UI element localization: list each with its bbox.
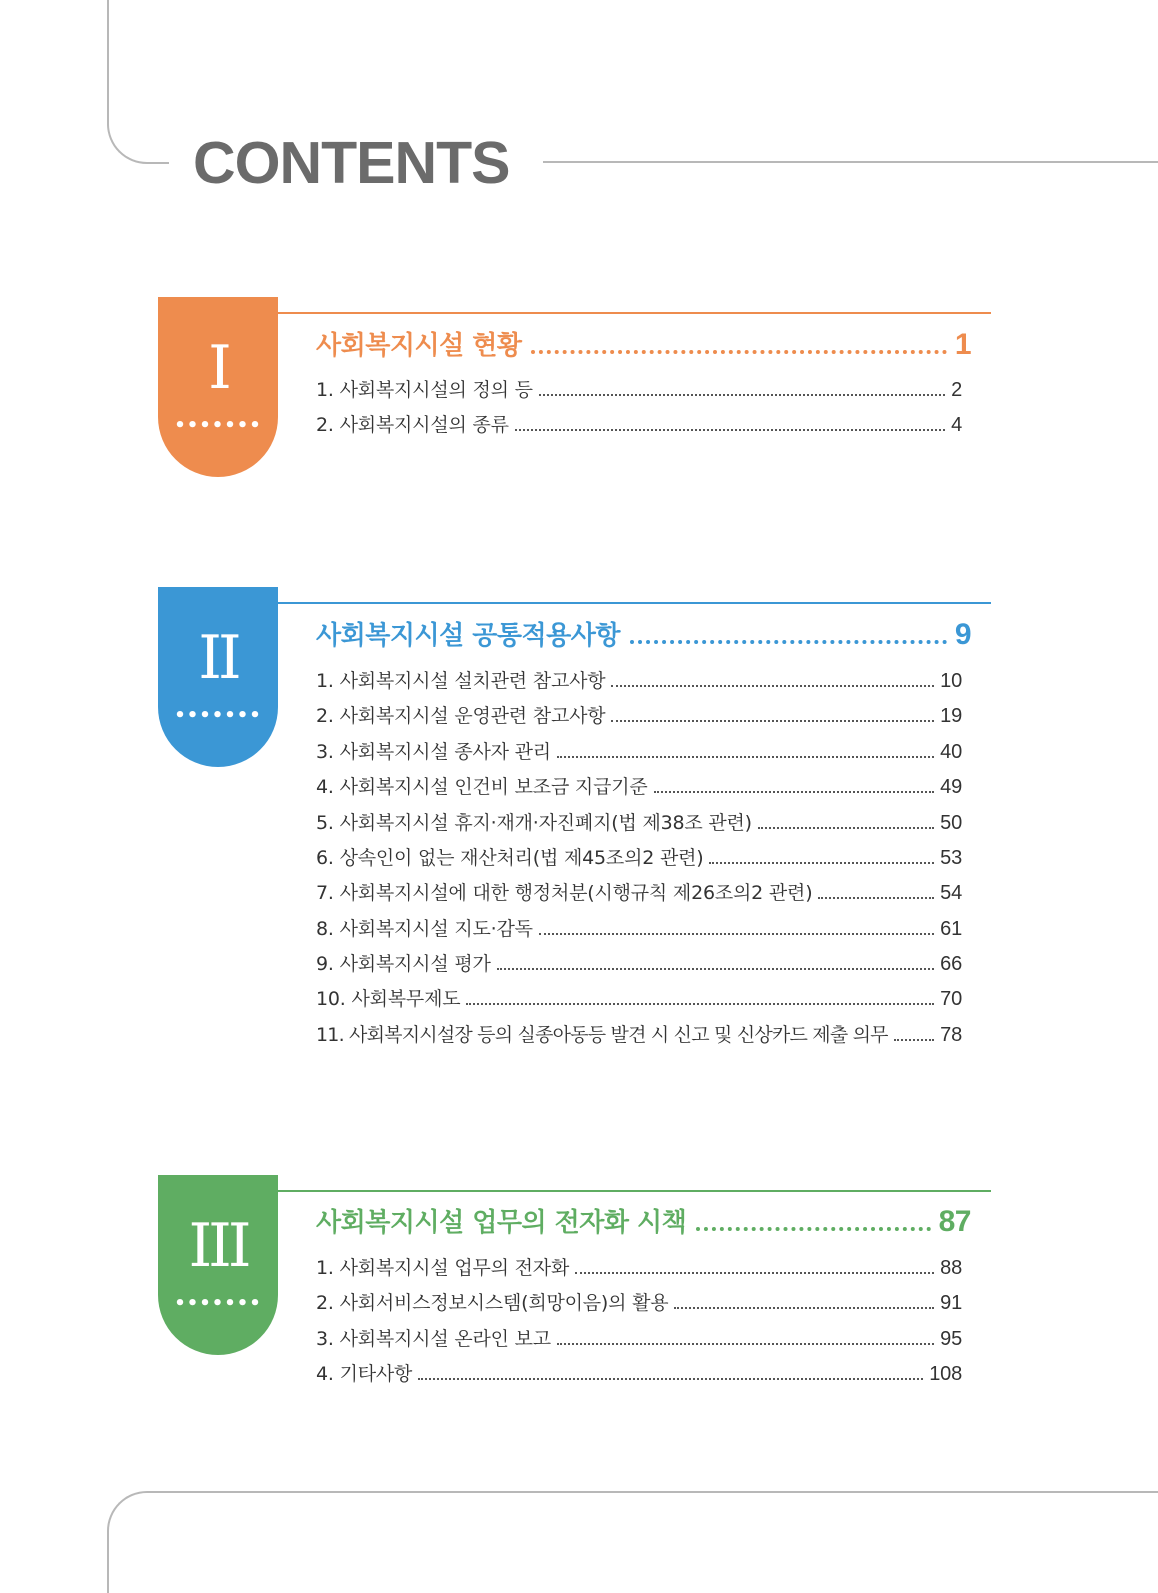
toc-entry-label: 3. 사회복지시설 온라인 보고 <box>316 1328 551 1350</box>
toc-entry[interactable] <box>316 987 962 1011</box>
chapter-3-badge <box>158 1175 278 1355</box>
toc-entry-label: 8. 사회복지시설 지도·감독 <box>316 918 533 940</box>
toc-entry[interactable] <box>316 811 962 835</box>
chapter-3-heading[interactable] <box>316 1207 971 1238</box>
toc-entry-label: 11. 사회복지시설장 등의 실종아동등 발견 시 신고 및 신상카드 제출 의무 <box>316 1024 888 1046</box>
leader-dots <box>515 429 945 431</box>
toc-entry-label: 2. 사회복지시설의 종류 <box>316 414 509 436</box>
chapter-3-rule <box>278 1190 991 1192</box>
leader-dots <box>539 933 934 935</box>
chapter-3-numeral: III <box>188 1211 248 1281</box>
leader-dots <box>696 1227 930 1231</box>
leader-dots <box>418 1378 923 1380</box>
leader-dots <box>709 862 934 864</box>
toc-entry[interactable] <box>316 704 962 728</box>
toc-entry-label: 4. 사회복지시설 인건비 보조금 지급기준 <box>316 776 648 798</box>
toc-entry[interactable] <box>316 669 962 693</box>
toc-entry-page: 19 <box>940 705 962 727</box>
chapter-2-page: 9 <box>954 618 971 651</box>
leader-dots <box>674 1307 934 1309</box>
leader-dots <box>575 1272 934 1274</box>
toc-entry-label: 4. 기타사항 <box>316 1363 413 1385</box>
toc-entry[interactable] <box>316 881 962 905</box>
toc-entry-label: 9. 사회복지시설 평가 <box>316 953 491 975</box>
toc-entry-label: 1. 사회복지시설의 정의 등 <box>316 379 533 401</box>
leader-dots <box>557 1343 934 1345</box>
leader-dots <box>611 720 934 722</box>
toc-entry[interactable] <box>316 1327 962 1351</box>
toc-entry[interactable] <box>316 952 962 976</box>
toc-entry-page: 91 <box>940 1292 962 1314</box>
toc-entry-page: 53 <box>940 847 962 869</box>
toc-entry-label: 2. 사회서비스정보시스템(희망이음)의 활용 <box>316 1292 669 1314</box>
toc-entry-page: 61 <box>940 918 962 940</box>
chapter-2-badge <box>158 587 278 767</box>
toc-entry-page: 95 <box>940 1328 962 1350</box>
toc-entry-label: 7. 사회복지시설에 대한 행정처분(시행규칙 제26조의2 관련) <box>316 882 813 904</box>
title-rule <box>543 161 1158 163</box>
page-frame-bottom <box>107 1491 1158 1593</box>
leader-dots <box>557 756 934 758</box>
toc-entry-label: 3. 사회복지시설 종사자 관리 <box>316 741 551 763</box>
toc-entry-page: 40 <box>940 741 962 763</box>
chapter-2-numeral: II <box>198 623 238 693</box>
leader-dots <box>611 685 934 687</box>
chapter-2-title: 사회복지시설 공통적용사항 <box>316 621 620 651</box>
toc-entry-page: 49 <box>940 776 962 798</box>
leader-dots <box>539 394 945 396</box>
chapter-2-heading[interactable] <box>316 620 971 651</box>
chapter-2-dots: ••••••• <box>174 705 262 726</box>
page-title: CONTENTS <box>193 130 510 196</box>
leader-dots <box>630 640 947 644</box>
toc-entry-page: 70 <box>940 988 962 1010</box>
chapter-2-rule <box>278 602 991 604</box>
toc-entry-label: 6. 상속인이 없는 재산처리(법 제45조의2 관련) <box>316 847 704 869</box>
toc-entry-label: 10. 사회복무제도 <box>316 988 461 1010</box>
toc-entry-page: 50 <box>940 812 962 834</box>
toc-entry[interactable] <box>316 846 962 870</box>
toc-entry-page: 2 <box>951 379 962 401</box>
chapter-3-title: 사회복지시설 업무의 전자화 시책 <box>316 1208 687 1238</box>
chapter-1-heading[interactable] <box>316 330 971 361</box>
chapter-1-rule <box>278 312 991 314</box>
toc-entry-page: 88 <box>940 1257 962 1279</box>
toc-entry-label: 2. 사회복지시설 운영관련 참고사항 <box>316 705 606 727</box>
chapter-1-numeral: I <box>208 333 228 403</box>
toc-entry[interactable] <box>316 1023 962 1047</box>
chapter-1-badge <box>158 297 278 477</box>
page-frame-top <box>107 0 169 164</box>
toc-entry[interactable] <box>316 775 962 799</box>
chapter-1-dots: ••••••• <box>174 415 262 436</box>
toc-entry[interactable] <box>316 378 962 402</box>
chapter-1-page: 1 <box>954 328 971 361</box>
leader-dots <box>531 350 946 354</box>
leader-dots <box>466 1003 934 1005</box>
chapter-3-dots: ••••••• <box>174 1293 262 1314</box>
toc-entry-page: 54 <box>940 882 962 904</box>
toc-entry-label: 1. 사회복지시설 업무의 전자화 <box>316 1257 570 1279</box>
leader-dots <box>818 897 934 899</box>
toc-entry[interactable] <box>316 413 962 437</box>
toc-entry-page: 4 <box>951 414 962 436</box>
leader-dots <box>894 1039 934 1041</box>
toc-entry[interactable] <box>316 1291 962 1315</box>
chapter-3-page: 87 <box>938 1205 971 1238</box>
leader-dots <box>758 827 934 829</box>
toc-entry[interactable] <box>316 917 962 941</box>
toc-entry-page: 66 <box>940 953 962 975</box>
toc-entry-label: 5. 사회복지시설 휴지·재개·자진폐지(법 제38조 관련) <box>316 812 752 834</box>
toc-entry[interactable] <box>316 1362 962 1386</box>
toc-entry[interactable] <box>316 740 962 764</box>
chapter-1-title: 사회복지시설 현황 <box>316 331 522 361</box>
leader-dots <box>654 791 935 793</box>
toc-entry-page: 78 <box>940 1024 962 1046</box>
toc-entry-page: 10 <box>940 670 962 692</box>
leader-dots <box>497 968 935 970</box>
toc-entry[interactable] <box>316 1256 962 1280</box>
toc-entry-label: 1. 사회복지시설 설치관련 참고사항 <box>316 670 606 692</box>
toc-entry-page: 108 <box>929 1363 962 1385</box>
